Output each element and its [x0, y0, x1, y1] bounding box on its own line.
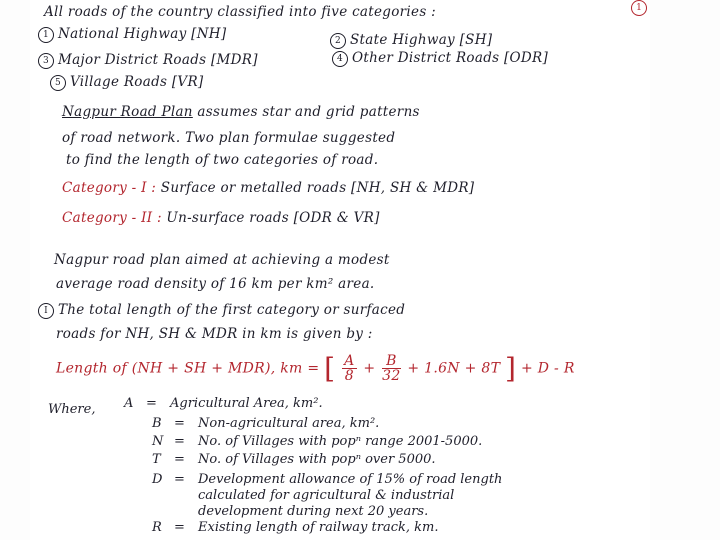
item-number: 4 [332, 51, 348, 67]
formula-lhs: Length of (NH + SH + MDR), km = [56, 360, 320, 377]
fraction-numerator: A [344, 353, 355, 369]
definition-a [124, 396, 323, 411]
item-number: 5 [50, 75, 66, 91]
total-length-line-1 [38, 302, 405, 319]
total-length-text: The total length of the first category or surfaced [58, 302, 406, 318]
total-length-line-2: roads for NH, SH & MDR in km is given by : [56, 326, 373, 342]
aim-line-1: Nagpur road plan aimed at achieving a modest [54, 252, 390, 268]
definition-equals: = [174, 520, 185, 535]
item-text: Village Roads [VR] [70, 74, 204, 90]
fraction-denominator: 8 [344, 368, 354, 384]
definition-n [152, 434, 482, 449]
fraction-numerator: B [382, 354, 400, 369]
definition-equals: = [174, 452, 185, 467]
page-number: 1 [631, 0, 647, 16]
nagpur-plan-text: assumes star and grid patterns [192, 104, 420, 120]
item-text: Other District Roads [ODR] [352, 50, 549, 66]
formula-fraction-a [342, 354, 356, 383]
definition-b [152, 416, 379, 431]
category-two [62, 210, 380, 226]
category-item-sh [330, 32, 492, 49]
formula-open-bracket: [ [324, 352, 336, 385]
definition-symbol: D [152, 472, 163, 487]
item-text: National Highway [NH] [58, 26, 227, 42]
definition-d-continued-1: calculated for agricultural & industrial [198, 488, 455, 503]
nagpur-plan-line-1 [62, 104, 420, 120]
formula-after: + D - R [520, 360, 575, 377]
item-number: 2 [330, 33, 346, 49]
formula-fraction-b [382, 354, 400, 383]
category-item-vr [50, 74, 204, 91]
definition-symbol: A [124, 396, 134, 411]
definition-text: Existing length of railway track, km. [198, 520, 439, 535]
fraction-denominator: 32 [382, 368, 401, 384]
item-text: Major District Roads [MDR] [58, 52, 258, 68]
item-number: 3 [38, 53, 54, 69]
nagpur-plan-title: Nagpur Road Plan [62, 104, 193, 120]
category-item-odr [332, 50, 548, 67]
category-two-text: Un-surface roads [ODR & VR] [166, 210, 380, 226]
definition-text: Non-agricultural area, km². [198, 416, 380, 431]
definition-symbol: N [152, 434, 164, 449]
formula-plus: + [363, 360, 376, 377]
category-two-label: Category - II : [62, 210, 162, 226]
definition-r [152, 520, 439, 535]
definition-text: Agricultural Area, km². [170, 396, 323, 411]
category-item-mdr [38, 52, 258, 69]
definition-text: No. of Villages with popⁿ over 5000. [198, 452, 436, 467]
definition-text: No. of Villages with popⁿ range 2001-5000. [198, 434, 483, 449]
handwritten-sheet [30, 0, 650, 540]
category-one-text: Surface or metalled roads [NH, SH & MDR] [160, 180, 475, 196]
definition-symbol: R [152, 520, 162, 535]
category-one-label: Category - I : [62, 180, 157, 196]
item-text: State Highway [SH] [350, 32, 493, 48]
item-number: 1 [38, 27, 54, 43]
aim-line-2: average road density of 16 km per km² area. [56, 276, 375, 292]
formula-tail: + 1.6N + 8T [407, 360, 501, 377]
definition-equals: = [174, 472, 185, 487]
length-formula [56, 352, 575, 385]
definition-equals: = [146, 396, 157, 411]
category-one [62, 180, 474, 196]
intro-line: All roads of the country classified into five categories : [44, 4, 436, 20]
nagpur-plan-line-3: to find the length of two categories of road. [66, 152, 379, 168]
where-label: Where, [48, 402, 96, 417]
definition-symbol: B [152, 416, 162, 431]
definition-text: Development allowance of 15% of road length [198, 472, 503, 487]
nagpur-plan-line-2: of road network. Two plan formulae suggested [62, 130, 396, 146]
definition-d [152, 472, 502, 487]
definition-symbol: T [152, 452, 161, 467]
formula-close-bracket: ] [504, 352, 517, 385]
definition-t [152, 452, 436, 467]
definition-equals: = [174, 416, 185, 431]
definition-equals: = [174, 434, 185, 449]
definition-d-continued-2: development during next 20 years. [198, 504, 429, 519]
section-number: I [38, 303, 54, 319]
category-item-nh [38, 26, 226, 43]
